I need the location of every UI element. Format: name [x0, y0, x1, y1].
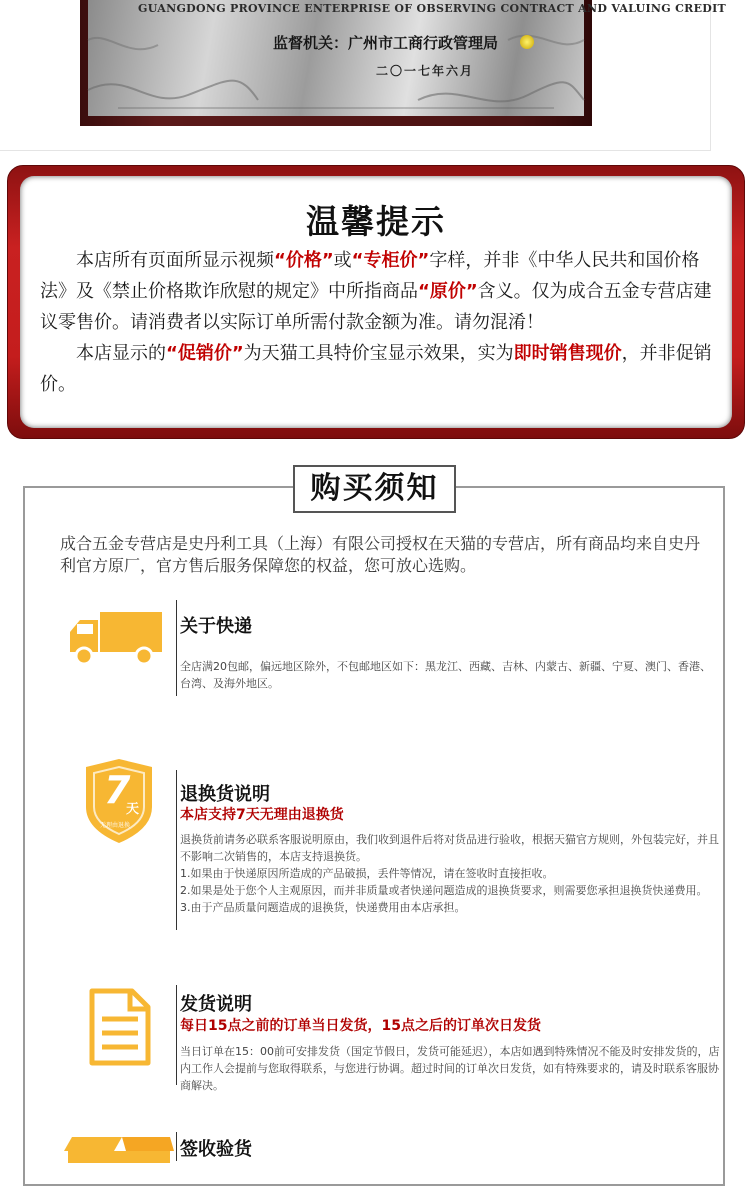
purchase-notes-title: 购买须知 [293, 465, 456, 513]
certificate-plaque-section [0, 0, 727, 151]
plaque-date-text: 二〇一七年六月 [376, 64, 475, 78]
signing-heading: 签收验货 [180, 1139, 252, 1160]
delivery-text: 全店满20包邮，偏远地区除外，不包邮地区如下：黑龙江、西藏、吉林、内蒙古、新疆、宁夏、澳门、香港、台湾、及海外地区。 [180, 660, 711, 690]
notice-text: 本店所有页面所显示视频 [76, 250, 274, 271]
returns-line: 2.如果是处于您个人主观原因，而并非质量或者快递问题造成的退换货要求，则需要您承担退换货快递费用。 [180, 884, 708, 897]
badge-number: 7 [104, 768, 131, 812]
notice-text: 字样，并非《中华人民共和国价格法》及《禁止价格欺诈欣慰的规定》中所指商品 [40, 250, 700, 302]
notice-paragraph-promo [40, 338, 718, 400]
notice-text: 或 [333, 250, 352, 271]
shipping-subheading: 每日15点之前的订单当日发货，15点之后的订单次日发货 [180, 1018, 541, 1034]
plaque-seal-icon [520, 35, 534, 49]
returns-line: 退换货前请务必联系客服说明原由，我们收到退件后将对货品进行验收，根据天猫官方规则，外包装完好，并且不影响二次销售的，本店支持退换货。 [180, 833, 719, 863]
plaque-ornament [88, 0, 584, 116]
badge-day-char: 天 [126, 802, 140, 817]
warm-reminder-panel [7, 165, 745, 439]
notice-highlight: “促销价” [166, 343, 244, 364]
plaque-metal-surface [88, 0, 727, 116]
plaque-issuer-text: 监督机关：广州市工商行政管理局 [273, 34, 499, 52]
notice-highlight: “价格” [274, 250, 334, 271]
shipping-divider [176, 985, 177, 1085]
warm-reminder-title: 温馨提示 [306, 202, 446, 241]
package-box-icon [64, 1133, 174, 1161]
returns-heading: 退换货说明 [180, 784, 270, 805]
delivery-heading: 关于快递 [180, 616, 252, 637]
notice-paragraph-price [40, 245, 718, 338]
notice-highlight: 即时销售现价 [513, 343, 622, 364]
notice-text: 为天猫工具特价宝显示效果，实为 [243, 343, 514, 364]
notice-text: ，并非促销价。 [40, 343, 712, 395]
purchase-intro-text: 成合五金专营店是史丹利工具（上海）有限公司授权在天猫的专营店，所有商品均来自史丹利官方原厂，官方售后服务保障您的权益，您可放心选购。 [60, 534, 701, 575]
returns-divider [176, 770, 177, 930]
shipping-heading: 发货说明 [180, 994, 252, 1015]
document-icon [86, 987, 152, 1067]
badge-caption: 无理由退换 [100, 822, 131, 829]
returns-line: 1.如果由于快递原因所造成的产品破损，丢件等情况，请在签收时直接拒收。 [180, 867, 554, 880]
returns-text [180, 831, 720, 916]
notice-highlight: “专柜价” [351, 250, 430, 271]
delivery-truck-icon [66, 610, 164, 668]
warm-reminder-content [20, 176, 732, 428]
certificate-plaque [80, 0, 727, 126]
warm-reminder-body [40, 245, 718, 400]
notice-text: 本店显示的 [76, 343, 166, 364]
returns-subheading: 本店支持7天无理由退换货 [180, 807, 344, 823]
returns-line: 3.由于产品质量问题造成的退换货，快递费用由本店承担。 [180, 901, 466, 914]
plaque-english-text: GUANGDONG PROVINCE ENTERPRISE OF OBSERVING CONTRACT AND VALUING CREDIT [138, 2, 727, 15]
shipping-text: 当日订单在15：00前可安排发货（国定节假日，发货可能延迟），本店如遇到特殊情况不能及时安排发货的，店内工作人会提前与您取得联系，与您进行协调。超过时间的订单次日发货，如有特殊要求的，请及时联系客服协商解决。 [180, 1045, 720, 1092]
notice-text: 含义。仅为成合五金专营店建议零售价。请消费者以实际订单所需付款金额为准。请勿混淆！ [40, 281, 712, 333]
notice-highlight: “原价” [418, 281, 478, 302]
signing-divider [176, 1132, 177, 1161]
delivery-divider [176, 600, 177, 696]
